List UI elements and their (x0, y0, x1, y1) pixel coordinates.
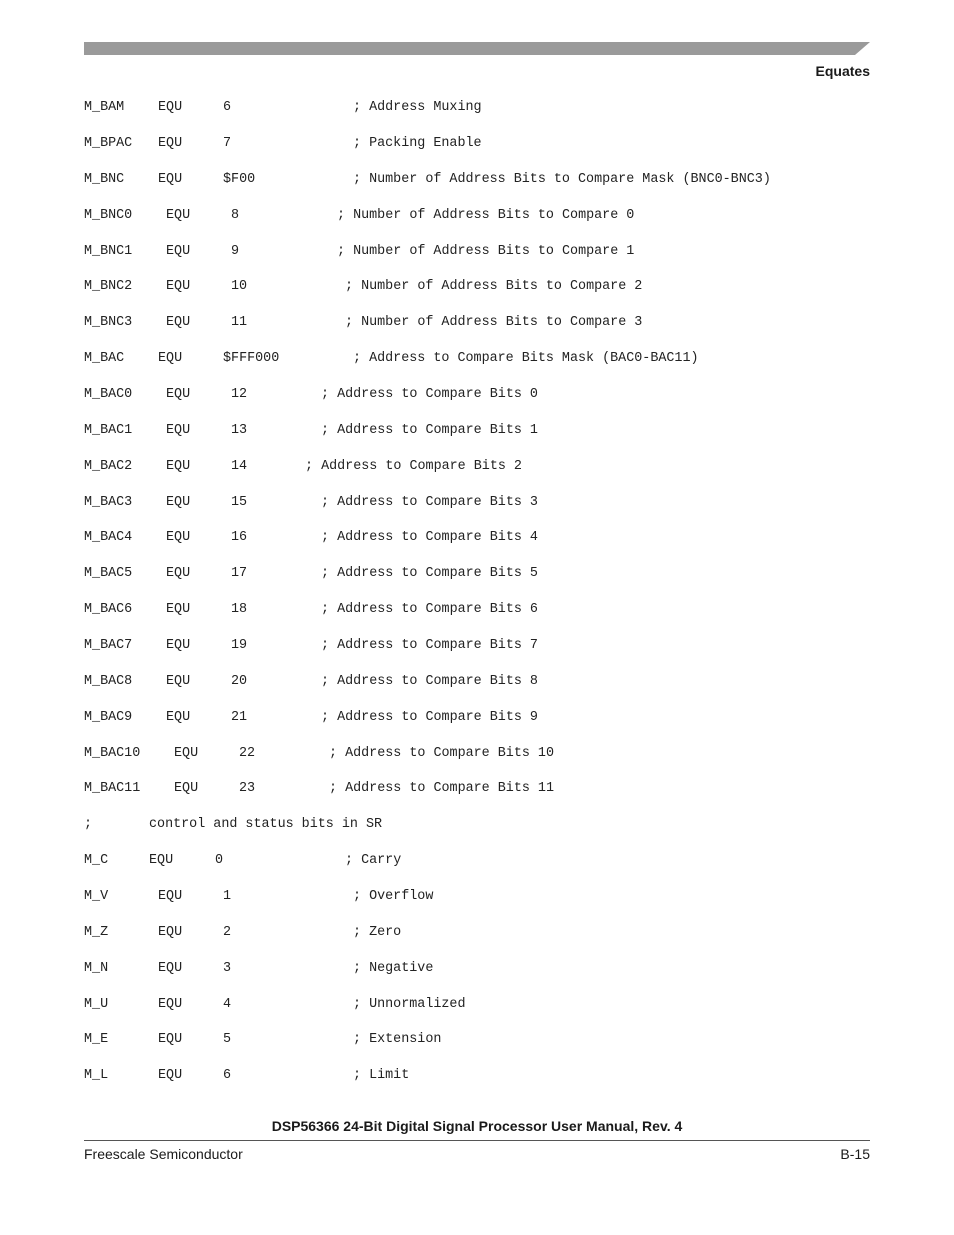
code-line (84, 135, 482, 153)
code-op: EQU (166, 602, 191, 617)
code-label: M_V (84, 889, 109, 904)
code-label: ; (84, 817, 93, 832)
code-op: EQU (166, 279, 191, 294)
code-comment: ; Number of Address Bits to Compare Mask (BNC0-BNC3) (353, 172, 771, 187)
code-label: M_C (84, 853, 109, 868)
code-label: M_BAC11 (84, 781, 141, 796)
code-line (84, 314, 643, 332)
code-op: EQU (174, 781, 199, 796)
code-label: M_L (84, 1068, 109, 1083)
code-comment: ; Carry (345, 853, 402, 868)
code-comment: ; Address to Compare Bits 3 (321, 495, 538, 510)
code-value: 23 (239, 781, 256, 796)
code-value: 1 (223, 889, 232, 904)
code-label: M_BAC4 (84, 530, 133, 545)
code-label: M_BNC3 (84, 315, 133, 330)
code-line (84, 386, 538, 404)
code-op: EQU (166, 208, 191, 223)
code-comment: ; Limit (353, 1068, 410, 1083)
code-value: 7 (223, 136, 232, 151)
code-op: EQU (158, 1068, 183, 1083)
code-line (84, 350, 699, 368)
code-label: M_BAC2 (84, 459, 133, 474)
code-comment: ; Address to Compare Bits 6 (321, 602, 538, 617)
code-op: EQU (158, 351, 183, 366)
code-comment: ; Address to Compare Bits 1 (321, 423, 538, 438)
code-label: M_BAC0 (84, 387, 133, 402)
code-value: 11 (231, 315, 248, 330)
code-op: EQU (166, 423, 191, 438)
code-value: 4 (223, 997, 232, 1012)
code-line (84, 924, 402, 942)
code-op: EQU (158, 1032, 183, 1047)
code-comment: ; Address to Compare Bits 10 (329, 746, 554, 761)
code-line (84, 852, 402, 870)
code-line (84, 529, 538, 547)
code-label: M_E (84, 1032, 109, 1047)
company-name: Freescale Semiconductor (84, 1146, 243, 1162)
code-value: 2 (223, 925, 232, 940)
code-comment: ; Address to Compare Bits 9 (321, 710, 538, 725)
code-label: M_BPAC (84, 136, 133, 151)
code-op: EQU (166, 387, 191, 402)
code-comment: ; Address to Compare Bits 5 (321, 566, 538, 581)
code-label: M_BNC0 (84, 208, 133, 223)
code-label: M_BAC1 (84, 423, 133, 438)
code-comment: ; Number of Address Bits to Compare 3 (345, 315, 643, 330)
code-op: EQU (158, 172, 183, 187)
code-value: 21 (231, 710, 248, 725)
code-label: M_BAC9 (84, 710, 133, 725)
code-label: M_BAC5 (84, 566, 133, 581)
code-line (84, 1067, 410, 1085)
code-op: EQU (149, 853, 174, 868)
code-label: M_BAC (84, 351, 125, 366)
code-comment: ; Negative (353, 961, 434, 976)
code-line (84, 637, 538, 655)
code-comment: ; Address to Compare Bits 4 (321, 530, 538, 545)
code-comment: ; Address to Compare Bits 0 (321, 387, 538, 402)
code-op: EQU (166, 315, 191, 330)
code-op: EQU (158, 100, 183, 115)
code-comment: ; Address to Compare Bits 7 (321, 638, 538, 653)
code-label: M_BAC7 (84, 638, 133, 653)
code-comment: ; Address to Compare Bits Mask (BAC0-BAC11) (353, 351, 699, 366)
code-line (84, 709, 538, 727)
code-line (84, 494, 538, 512)
code-line (84, 458, 522, 476)
code-comment: ; Zero (353, 925, 402, 940)
code-line (84, 888, 434, 906)
code-op: EQU (158, 136, 183, 151)
code-line (84, 816, 383, 834)
page-number: B-15 (840, 1146, 870, 1162)
code-op: EQU (166, 530, 191, 545)
code-value: 13 (231, 423, 248, 438)
code-value: $FFF000 (223, 351, 280, 366)
code-label: M_BAC3 (84, 495, 133, 510)
code-value: 12 (231, 387, 248, 402)
code-value: 5 (223, 1032, 232, 1047)
code-line (84, 1031, 442, 1049)
code-value: 14 (231, 459, 248, 474)
code-op: EQU (166, 566, 191, 581)
code-line (84, 278, 643, 296)
code-comment: ; Overflow (353, 889, 434, 904)
code-comment: ; Address to Compare Bits 11 (329, 781, 554, 796)
code-value: 6 (223, 100, 232, 115)
code-label: M_Z (84, 925, 109, 940)
code-comment: ; Number of Address Bits to Compare 1 (337, 244, 635, 259)
code-op: control and status bits in SR (149, 817, 383, 832)
code-label: M_BNC (84, 172, 125, 187)
code-line (84, 673, 538, 691)
section-title: Equates (815, 63, 870, 79)
code-line (84, 745, 554, 763)
code-op: EQU (158, 961, 183, 976)
code-value: 6 (223, 1068, 232, 1083)
code-op: EQU (166, 244, 191, 259)
code-op: EQU (166, 710, 191, 725)
code-label: M_BAC10 (84, 746, 141, 761)
code-op: EQU (158, 889, 183, 904)
code-line (84, 996, 466, 1014)
manual-title: DSP56366 24-Bit Digital Signal Processor User Manual, Rev. 4 (271, 1118, 683, 1134)
code-op: EQU (158, 925, 183, 940)
code-line (84, 171, 771, 189)
code-line (84, 601, 538, 619)
code-comment: ; Address to Compare Bits 8 (321, 674, 538, 689)
footer-divider (84, 1140, 870, 1141)
code-line (84, 960, 434, 978)
code-line (84, 565, 538, 583)
code-label: M_BAC6 (84, 602, 133, 617)
code-comment: ; Packing Enable (353, 136, 482, 151)
code-line (84, 780, 554, 798)
code-op: EQU (166, 674, 191, 689)
code-value: 22 (239, 746, 256, 761)
code-value: 0 (215, 853, 224, 868)
code-comment: ; Number of Address Bits to Compare 0 (337, 208, 635, 223)
code-op: EQU (174, 746, 199, 761)
code-value: 19 (231, 638, 248, 653)
code-comment: ; Address Muxing (353, 100, 482, 115)
code-line (84, 207, 635, 225)
code-label: M_BAM (84, 100, 125, 115)
code-comment: ; Number of Address Bits to Compare 2 (345, 279, 643, 294)
code-value: 8 (231, 208, 240, 223)
code-op: EQU (166, 638, 191, 653)
code-comment: ; Extension (353, 1032, 442, 1047)
code-op: EQU (158, 997, 183, 1012)
code-comment: ; Unnormalized (353, 997, 466, 1012)
code-comment: ; Address to Compare Bits 2 (305, 459, 522, 474)
code-label: M_N (84, 961, 109, 976)
code-value: 17 (231, 566, 248, 581)
code-value: 9 (231, 244, 240, 259)
code-label: M_BAC8 (84, 674, 133, 689)
code-label: M_BNC2 (84, 279, 133, 294)
code-value: 15 (231, 495, 248, 510)
code-value: 18 (231, 602, 248, 617)
code-op: EQU (166, 459, 191, 474)
code-line (84, 99, 482, 117)
code-line (84, 422, 538, 440)
code-value: 16 (231, 530, 248, 545)
code-label: M_BNC1 (84, 244, 133, 259)
code-line (84, 243, 635, 261)
header-bar (84, 42, 870, 55)
code-value: $F00 (223, 172, 256, 187)
code-value: 3 (223, 961, 232, 976)
code-value: 20 (231, 674, 248, 689)
code-value: 10 (231, 279, 248, 294)
code-op: EQU (166, 495, 191, 510)
code-label: M_U (84, 997, 109, 1012)
